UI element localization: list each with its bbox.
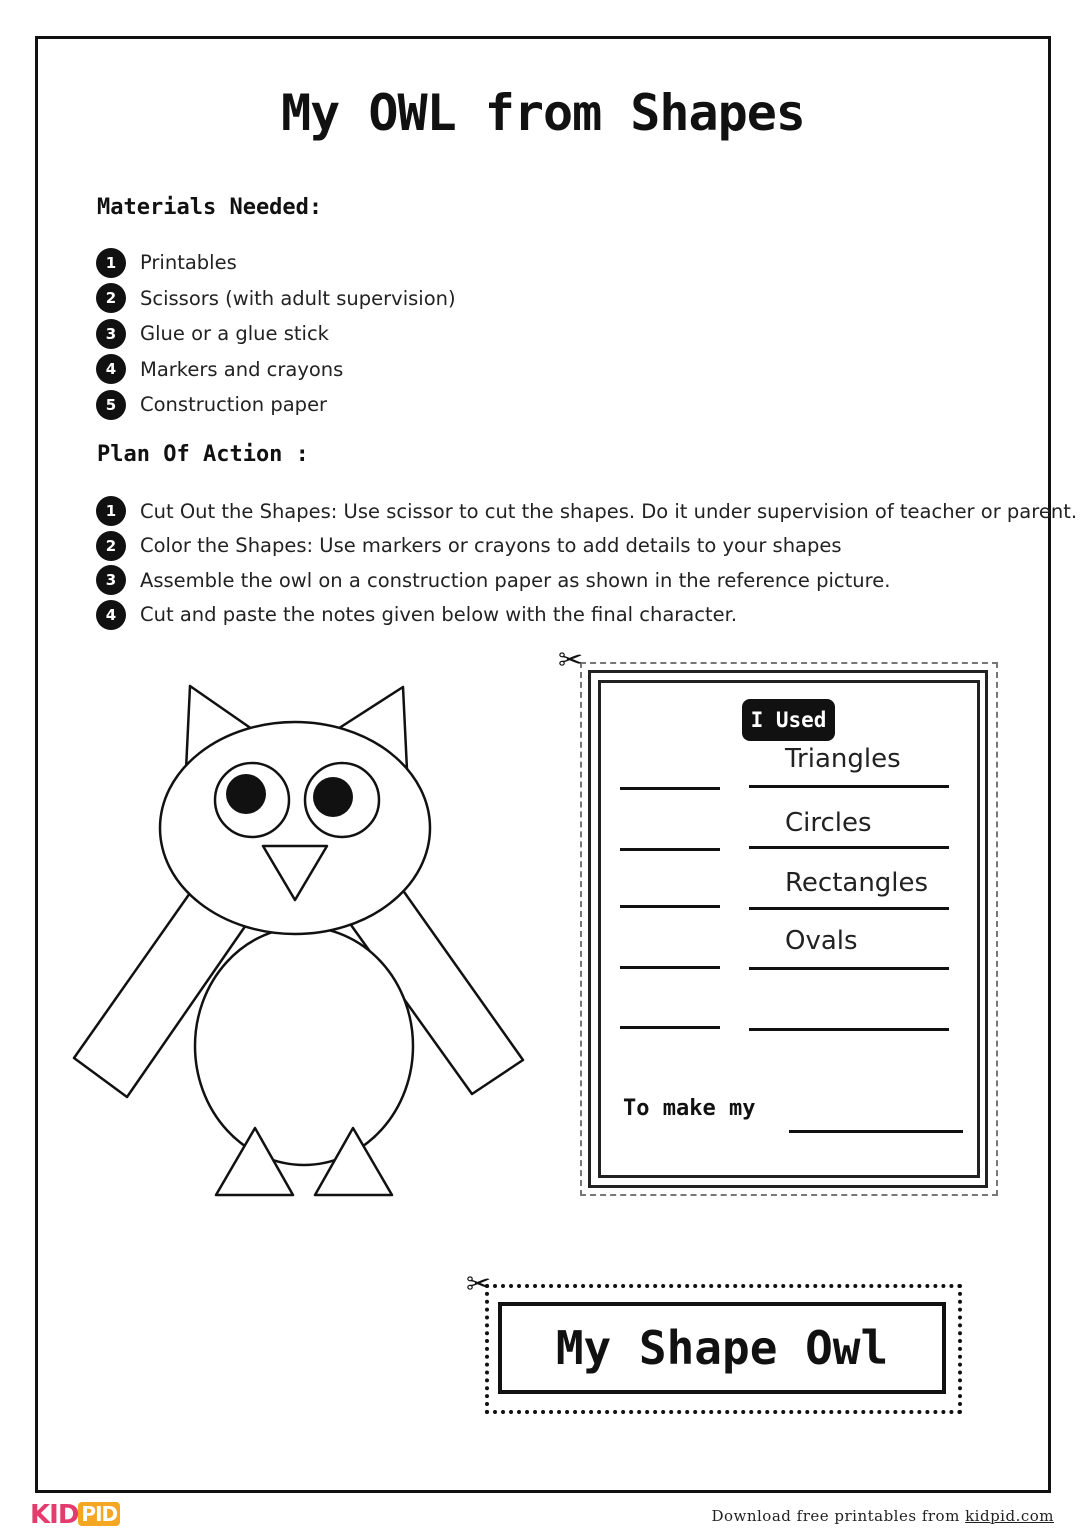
list-item — [96, 494, 1077, 529]
list-item — [96, 245, 456, 281]
count-blank — [620, 1026, 720, 1029]
right-pupil — [313, 777, 353, 817]
shape-label-circles: Circles — [785, 808, 872, 838]
list-item — [96, 281, 456, 317]
material-text: Construction paper — [140, 393, 328, 417]
owl-body — [195, 927, 413, 1165]
number-badge: 2 — [96, 283, 126, 313]
list-item — [96, 563, 1077, 598]
materials-list — [96, 245, 456, 423]
material-text: Markers and crayons — [140, 357, 344, 381]
number-badge: 2 — [96, 531, 126, 561]
plan-heading: Plan Of Action : — [97, 442, 309, 467]
left-pupil — [226, 774, 266, 814]
owl-illustration — [60, 670, 540, 1210]
materials-heading: Materials Needed: — [97, 195, 323, 220]
count-blank — [620, 966, 720, 969]
page-title: My OWL from Shapes — [281, 84, 805, 142]
name-label: My Shape Owl — [498, 1302, 946, 1394]
shape-underline — [749, 785, 949, 788]
scissors-icon: ✂ — [558, 643, 584, 678]
shape-underline — [749, 967, 949, 970]
shape-label-triangles: Triangles — [785, 744, 901, 774]
shape-label-ovals: Ovals — [785, 926, 858, 956]
list-item — [96, 529, 1077, 564]
list-item — [96, 316, 456, 352]
number-badge: 1 — [96, 248, 126, 278]
scissors-icon: ✂ — [466, 1267, 492, 1302]
count-blank — [620, 905, 720, 908]
shape-label-rectangles: Rectangles — [785, 868, 929, 898]
number-badge: 5 — [96, 390, 126, 420]
number-badge: 3 — [96, 319, 126, 349]
number-badge: 3 — [96, 565, 126, 595]
to-make-my-label: To make my — [623, 1096, 756, 1121]
list-item — [96, 387, 456, 423]
kidpid-link[interactable]: kidpid.com — [965, 1507, 1054, 1525]
number-badge: 1 — [96, 496, 126, 526]
shape-underline — [749, 907, 949, 910]
character-blank — [789, 1130, 963, 1133]
owl-head — [160, 722, 430, 934]
step-text: Cut Out the Shapes: Use scissor to cut the shapes. Do it under supervision of teacher or parent. — [140, 499, 1078, 523]
footer-text: Download free printables from kidpid.com — [711, 1507, 1054, 1525]
number-badge: 4 — [96, 354, 126, 384]
count-blank — [620, 787, 720, 790]
i-used-badge: I Used — [742, 699, 835, 741]
list-item — [96, 598, 1077, 633]
count-blank — [620, 848, 720, 851]
plan-list — [96, 494, 1077, 632]
shape-blank — [749, 1028, 949, 1031]
list-item — [96, 352, 456, 388]
material-text: Scissors (with adult supervision) — [140, 286, 456, 310]
material-text: Glue or a glue stick — [140, 322, 329, 346]
step-text: Cut and paste the notes given below with the final character. — [140, 603, 738, 627]
number-badge: 4 — [96, 600, 126, 630]
material-text: Printables — [140, 251, 237, 275]
step-text: Color the Shapes: Use markers or crayons to add details to your shapes — [140, 534, 842, 558]
kidpid-logo: KID PID — [30, 1500, 120, 1530]
step-text: Assemble the owl on a construction paper as shown in the reference picture. — [140, 568, 891, 592]
shape-underline — [749, 846, 949, 849]
